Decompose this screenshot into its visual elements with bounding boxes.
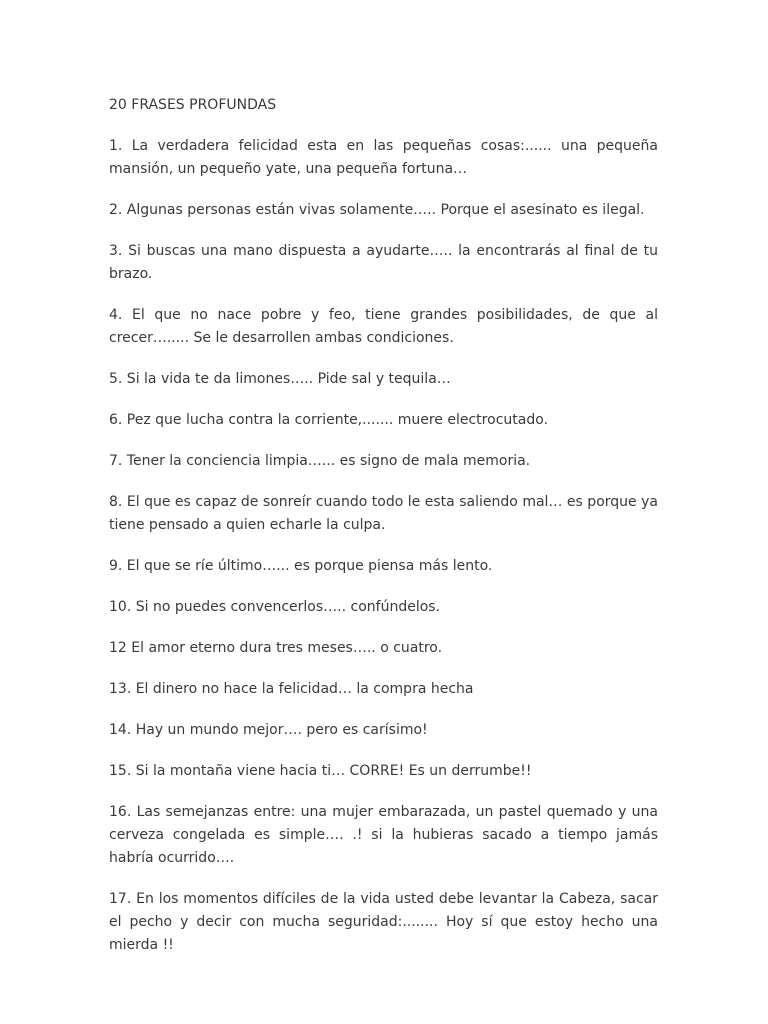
document-title: 20 FRASES PROFUNDAS <box>109 97 277 113</box>
phrase-item: 5. Si la vida te da limones….. Pide sal y tequila… <box>109 371 451 387</box>
phrase-item: 7. Tener la conciencia limpia…... es signo de mala memoria. <box>109 453 531 469</box>
phrase-item: 13. El dinero no hace la felicidad… la compra hecha <box>109 681 474 697</box>
phrase-item: 1. La verdadera felicidad esta en las pequeñas cosas:...... una pequeña mansión, un pequeño yate, una pequeña fortuna… <box>109 138 658 177</box>
phrase-item: 10. Si no puedes convencerlos….. confúndelos. <box>109 599 441 615</box>
phrase-item: 15. Si la montaña viene hacia ti… CORRE! Es un derrumbe!! <box>109 763 532 779</box>
phrase-item: 6. Pez que lucha contra la corriente,....... muere electrocutado. <box>109 412 548 428</box>
phrase-item: 16. Las semejanzas entre: una mujer embarazada, un pastel quemado y una cerveza congelada es simple…. .! si la hubieras sacado a tiempo jamás habría ocurrido…. <box>109 804 658 866</box>
phrase-item: 2. Algunas personas están vivas solamente….. Porque el asesinato es ilegal. <box>109 202 645 218</box>
phrase-item: 12 El amor eterno dura tres meses….. o cuatro. <box>109 640 443 656</box>
phrase-item: 8. El que es capaz de sonreír cuando todo le esta saliendo mal… es porque ya tiene pensado a quien echarle la culpa. <box>109 494 658 533</box>
phrase-item: 4. El que no nace pobre y feo, tiene grandes posibilidades, de que al crecer…..... Se le desarrollen ambas condiciones. <box>109 307 658 346</box>
phrase-item: 3. Si buscas una mano dispuesta a ayudarte….. la encontrarás al final de tu brazo. <box>109 243 658 282</box>
phrase-item: 14. Hay un mundo mejor…. pero es carísimo! <box>109 722 428 738</box>
phrase-item: 9. El que se ríe último…... es porque piensa más lento. <box>109 558 493 574</box>
phrase-item: 17. En los momentos difíciles de la vida usted debe levantar la Cabeza, sacar el pecho y decir con mucha seguridad:........ Hoy sí que estoy hecho una mierda !! <box>109 891 658 953</box>
document-body <box>109 94 658 975</box>
